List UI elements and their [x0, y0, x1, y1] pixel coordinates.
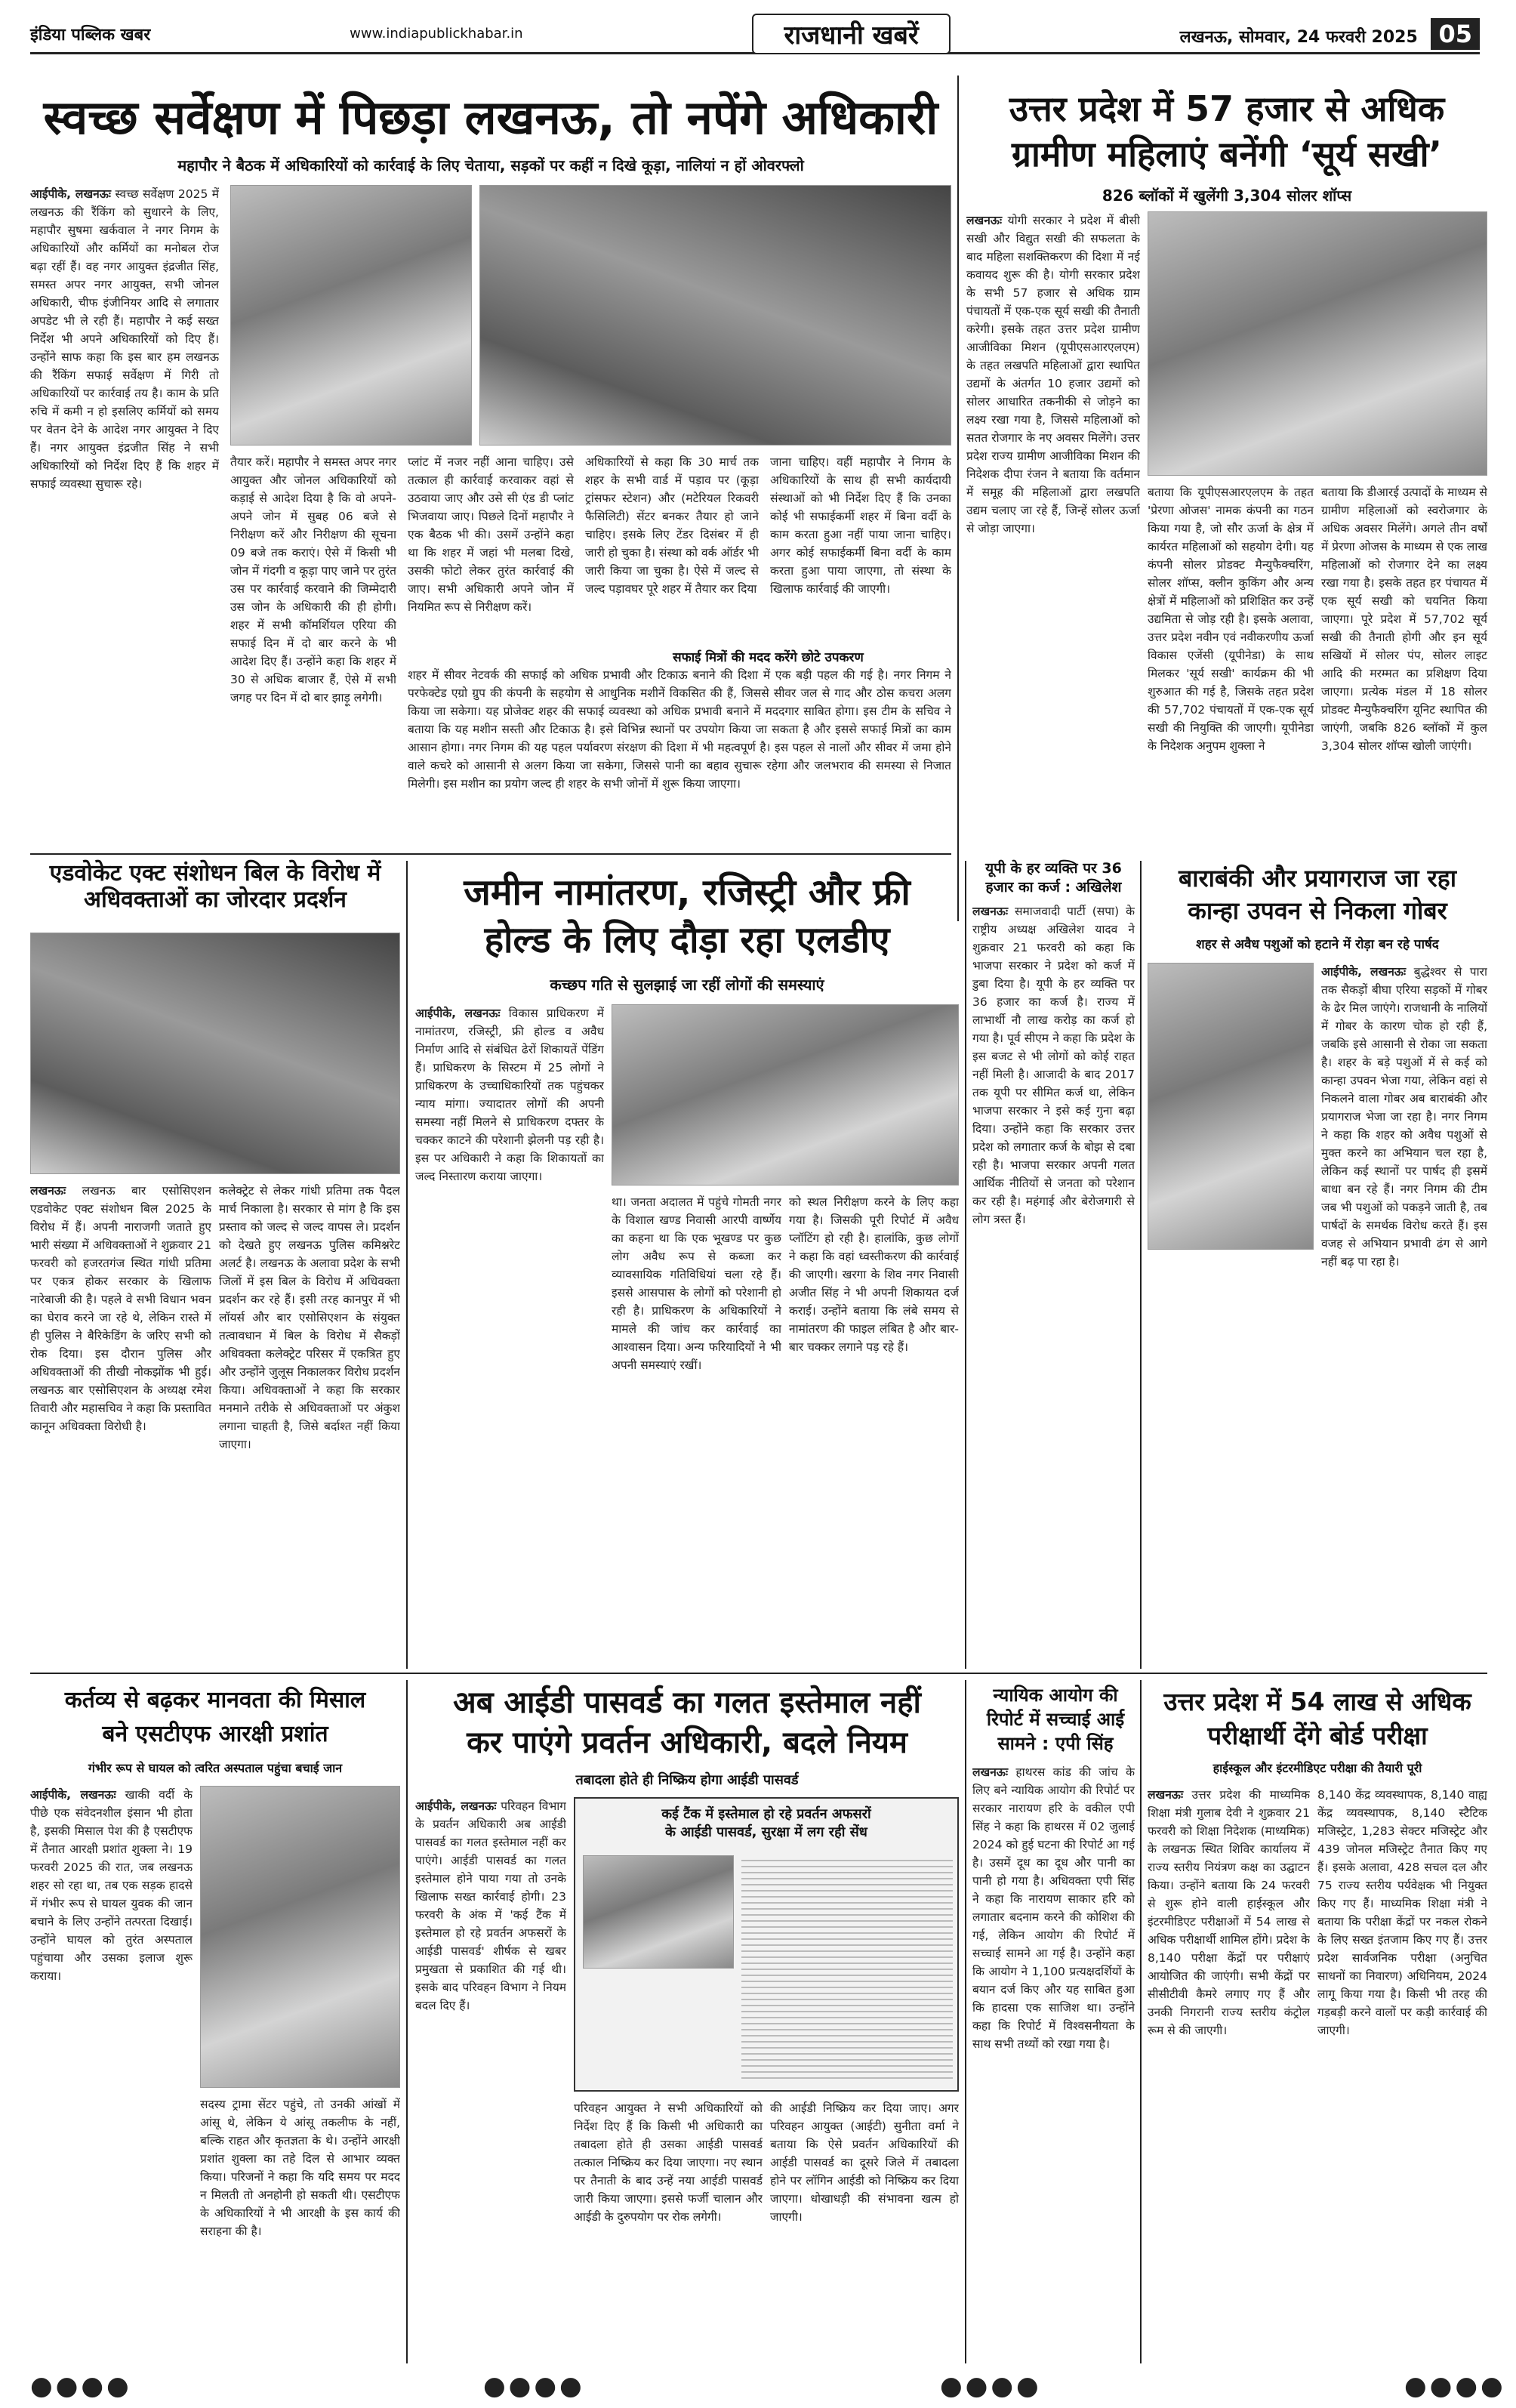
story8-col1: [415, 1797, 566, 2360]
column-rule: [1140, 861, 1142, 1669]
story4-col3: को स्थल निरीक्षण करने के लिए कहा गया है। जिसकी पूरी रिपोर्ट में अवैध प्लॉटिंग हो रही है। हालांकि, कुछ लोगों ने कहा कि वहां ध्वस्तीकरण की कार्रवाई की जाएगी। खरगा के शिव नगर निवासी अजीत सिंह ने भी अपनी शिकायत दर्ज कराई। उन्होंने बताया कि लंबे समय से नामांतरण की फाइल लंबित है और बार-बार चक्कर लगाने पड़ रहे हैं।: [789, 1195, 959, 1355]
story8-deck: तबादला होते ही निष्क्रिय होगा आईडी पासवर्ड: [575, 1772, 799, 1788]
story2-deck: 826 ब्लॉकों में खुलेंगी 3,304 सोलर शॉप्स: [1102, 187, 1352, 205]
column-rule: [406, 1680, 408, 2363]
story10-headline-line2: परीक्षार्थी देंगे बोर्ड परीक्षा: [1207, 1721, 1428, 1750]
story7-headline-line1: कर्तव्य से बढ़कर मानवता की मिसाल: [64, 1687, 366, 1713]
story8-clipping: [574, 1797, 959, 2092]
story4-byline: आईपीके, लखनऊः: [415, 1007, 501, 1020]
story9-headline-line3: सामने : एपी सिंह: [997, 1733, 1114, 1754]
column-rule: [965, 861, 966, 1669]
story4-col1: [415, 1004, 604, 1665]
story4-text1: विकास प्राधिकरण में नामांतरण, रजिस्ट्री, फ्री होल्ड व अवैध निर्माण आदि से संबंधित ढेरों शिकायतें पेंडिंग हैं। प्राधिकरण के सिस्टम में 25 लोगों ने प्राधिकरण के उच्चाधिकारियों तक पहुंचकर न्याय मांगा। ज्यादातर लोगों की अपनी समस्या नहीं मिलने से प्राधिकरण दफ्तर के चक्कर काटने की परेशानी झेलनी पड़ रही है। इस पर अधिकारी ने कहा कि शिकायतों का जल्द निस्तारण कराया जाएगा।: [415, 1007, 604, 1184]
story8-headline-line2: कर पाएंगे प्रवर्तन अधिकारी, बदले नियम: [467, 1725, 907, 1760]
divider: [30, 853, 951, 855]
story1-photo-meeting: [230, 185, 472, 446]
issue-date: [1180, 18, 1480, 50]
story5-headline-line2: हजार का कर्ज : अखिलेश: [985, 879, 1122, 896]
story7-byline: आईपीके, लखनऊः: [30, 1788, 116, 1802]
section-title: राजधानी खबरें: [752, 14, 950, 54]
clipping-photo: [583, 1855, 734, 1969]
story1-col2: तैयार करें। महापौर ने समस्त अपर नगर आयुक्त और जोनल अधिकारियों को कड़ाई से आदेश दिया है कि वो अपने-अपने जोन में सुबह 06 बजे से निरीक्षण करें और निरीक्षण की सूचना 09 बजे तक कराएं। ऐसे में किसी भी जोन में गंदगी व कूड़ा पाए जाने पर तुरंत उस पर कार्रवाई करवाने की जिम्मेदारी उस जोन के अधिकारी की ही होगी। शहर में सभी कॉमर्शियल एरिया की सफाई दिन में दो बार करने के भी आदेश दिए हैं। उन्होंने कहा कि शहर में 30 से अधिक बाजार हैं, ऐसे में सभी जगह पर दिन में दो बार झाड़ू लगेगी।: [230, 455, 396, 705]
clipping-text-lines: [741, 1855, 953, 2082]
story10-deck: हाईस्कूल और इंटरमीडिएट परीक्षा की तैयारी पूरी: [1212, 1761, 1422, 1775]
story6-byline: आईपीके, लखनऊः: [1321, 965, 1407, 979]
story6-text: बुद्धेश्वर से पारा तक सैकड़ों बीघा एरिया सड़कों में गोबर के ढेर मिल जाएंगे। राजधानी के नालियों में गोबर के कारण चोक हो रही हैं, जबकि इसे आसानी से रोका जा सकता है। शहर के बड़े पशुओं में से कई को कान्हा उपवन भेजा गया, लेकिन वहां से निकलने वाला गोबर अब बाराबंकी और प्रयागराज भेजा जा रहा है। नगर निगम ने कहा कि शहर को अवैध पशुओं से मुक्त करने का अभियान चल रहा है, लेकिन कई स्थानों पर पार्षद ही इसमें बाधा बन रहे हैं। नगर निगम की टीम जब भी पशुओं को पकड़ने जाती है, तब पार्षदों के समर्थक विरोध करते हैं। इस वजह से अभियान प्रभावी ढंग से आगे नहीं बढ़ पा रहा है।: [1321, 965, 1487, 1269]
story3-col2: कलेक्ट्रेट से लेकर गांधी प्रतिमा तक पैदल मार्च निकाला है। सरकार से मांग है कि इस प्रस्ताव को जल्द से जल्द वापस ले। प्रदर्शन को देखते हुए लखनऊ पुलिस कमिश्नरेट अलर्ट है। लखनऊ के अलावा प्रदेश के सभी जिलों में इस बिल के विरोध में अधिवक्ता प्रदर्शन कर रहे हैं। इसी तरह कानपुर में भी लॉयर्स और बार एसोसिएशन के संयुक्त तत्वावधान में बिल के विरोध में सैकड़ों अधिवक्ता कलेक्ट्रेट परिसर में एकत्रित हुए और उन्होंने जुलूस निकालकर विरोध प्रदर्शन किया। अधिवक्ताओं ने कहा कि सरकार मनमाने तरीके से अधिवक्ताओं पर अंकुश लगाना चाहती है, जिसे बर्दाश्त नहीं किया जाएगा।: [219, 1184, 400, 1452]
story7-headline-line2: बने एसटीएफ आरक्षी प्रशांत: [102, 1721, 328, 1747]
story2-photo-women: [1148, 211, 1487, 476]
page-number: 05: [1431, 18, 1480, 50]
story3-text1: लखनऊ बार एसोसिएशन एडवोकेट एक्ट संशोधन बिल 2025 के विरोध में हैं। अपनी नाराजगी जताते हुए भारी संख्या में अधिवक्ताओं ने शुक्रवार 21 फरवरी को हजरतगंज स्थित गांधी प्रतिमा पर एकत्र होकर सरकार के खिलाफ नारेबाजी की है। पहले वे सभी विधान भवन का घेराव करने जा रहे थे, लेकिन रास्ते में ही पुलिस ने बैरिकेडिंग के जरिए सभी को रोक दिया। इस दौरान पुलिस और अधिवक्ताओं की तीखी नोकझोंक भी हुई। लखनऊ बार एसोसिएशन के अध्यक्ष रमेश तिवारी और महासचिव ने कहा कि प्रस्तावित कानून अधिवक्ता विरोधी है।: [30, 1184, 211, 1434]
story10-byline: लखनऊः: [1148, 1788, 1184, 1802]
story2-text1: योगी सरकार ने प्रदेश में बीसी सखी और विद्युत सखी की सफलता के बाद महिला सशक्तिकरण की दिशा में नई कवायद शुरू की है। योगी सरकार प्रदेश के सभी 57 हजार से अधिक ग्राम पंचायतों में एक-एक सूर्य सखी की तैनाती करेगी। इसके तहत उत्तर प्रदेश ग्रामीण आजीविका मिशन (यूपीएसआरएलएम) के तहत लखपति महिलाओं द्वारा स्थापित उद्यमों के अंतर्गत 10 हजार उद्यमों को सोलर आधारित तकनीकी से जोड़ने का लक्ष्य रखा गया है, जिससे महिलाओं को सतत रोजगार के नए अवसर मिलेंगे। उत्तर प्रदेश राज्य ग्रामीण आजीविका मिशन की निदेशक दीपा रंजन ने बताया कि वर्तमान में समूह की महिलाओं द्वारा लखपति उद्यम चलाए जा रहे हैं, जिन्हें सोलर ऊर्जा से जोड़ा जाएगा।: [966, 214, 1140, 536]
story10-col2: 8,140 केंद्र व्यवस्थापक, 8,140 वाह्य केंद्र व्यवस्थापक, 8,140 स्टैटिक मजिस्ट्रेट, 1,283 सेक्टर मजिस्ट्रेट और 439 जोनल मजिस्ट्रेट तैनात किए गए हैं। इसके अलावा, 428 सचल दल और 75 राज्य स्तरीय पर्यवेक्षक भी नियुक्त किए गए हैं। माध्यमिक शिक्षा मंत्री ने बताया कि परीक्षा केंद्रों पर नकल रोकने के लिए सख्त इंतजाम किए गए हैं। उत्तर प्रदेश सार्वजनिक परीक्षा (अनुचित साधनों का निवारण) अधिनियम, 2024 लागू किया गया है। किसी भी तरह की गड़बड़ी करने वालों पर कड़ी कार्रवाई की जाएगी।: [1317, 1788, 1487, 2038]
story7-deck: गंभीर रूप से घायल को त्वरित अस्पताल पहुंचा बचाई जान: [88, 1761, 343, 1775]
story9-text: हाथरस कांड की जांच के लिए बने न्यायिक आयोग की रिपोर्ट पर सरकार नारायण हरि के वकील एपी सिंह ने कहा कि हाथरस में 02 जुलाई 2024 को हुई घटना की रिपोर्ट आ गई है। उसमें दूध का दूध और पानी का पानी हो गया है। अधिवक्ता एपी सिंह ने कहा कि नारायण साकार हरि को लगातार बदनाम करने की कोशिश की गई, लेकिन आयोग की रिपोर्ट में सच्चाई सामने आ गई है। उन्होंने कहा कि आयोग ने 1,100 प्रत्यक्षदर्शियों के बयान दर्ज किए और यह साबित हुआ कि हादसा एक साजिश था। उन्होंने कहा कि रिपोर्ट में विश्वसनीयता के साथ सभी तथ्यों को रखा गया है।: [972, 1765, 1135, 2052]
story1-headline: स्वच्छ सर्वेक्षण में पिछड़ा लखनऊ, तो नपेंगे अधिकारी: [43, 91, 938, 145]
story2-headline-line1: उत्तर प्रदेश में 57 हजार से अधिक: [1009, 88, 1445, 129]
story4-headline-line1: जमीन नामांतरण, रजिस्ट्री और फ्री: [464, 871, 911, 914]
paper-name: इंडिया पब्लिक खबर: [30, 25, 151, 45]
story2-col3: बताया कि डीआरई उत्पादों के माध्यम से ग्रामीण महिलाओं को स्वरोजगार के अधिक अवसर मिलेंगे। अगले तीन वर्षों में प्रेरणा ओजस के माध्यम से एक लाख महिलाओं को रोजगार देने का लक्ष्य रखा गया है। इसके तहत हर पंचायत में एक सूर्य सखी को चयनित किया जाएगा। पूरे प्रदेश में 57,702 सूर्य सखी की तैनाती होगी और इन सूर्य सखियों में सोलर पंप, सोलर लाइट आदि की मरम्मत का प्रशिक्षण दिया जाएगा। प्रत्येक मंडल में 18 सोलर प्रोडक्ट मैन्युफैक्चरिंग यूनिट स्थापित की जाएंगी, जबकि 826 ब्लॉकों में कुल 3,304 सोलर शॉप्स खोली जाएंगी।: [1321, 486, 1487, 754]
story10-col1: [1148, 1786, 1310, 2360]
story9-byline: लखनऊः: [972, 1765, 1009, 1779]
column-rule: [406, 861, 408, 1669]
story4-headline-line2: होल्ड के लिए दौड़ा रहा एलडीए: [484, 919, 890, 961]
story8-col3: की आईडी निष्क्रिय कर दिया जाए। अगर परिवहन आयुक्त (आईटी) सुनीता वर्मा ने बताया कि ऐसे प्रवर्तन अधिकारियों की आईडी पासवर्ड का दूसरे जिले में तबादला होने पर लॉगिन आईडी को निष्क्रिय कर दिया जाएगा। धोखाधड़ी की संभावना खत्म हो जाएगी।: [770, 2101, 959, 2225]
story1-text1: स्वच्छ सर्वेक्षण 2025 में लखनऊ की रैंकिंग को सुधारने के लिए, महापौर सुषमा खर्कवाल ने नगर निगम के अधिकारियों और कर्मियों का मनोबल रोज बढ़ा रहीं हैं। वह नगर आयुक्त इंद्रजीत सिंह, समस्त अपर नगर आयुक्त, सभी जोनल अधिकारी, चीफ इंजीनियर आदि से लगातार अपडेट भी ले रही हैं। महापौर ने कई सख्त निर्देश भी अपने अधिकारियों को दिए हैं। उन्होंने साफ कहा कि इस बार हम लखनऊ की रैंकिंग सफाई सर्वेक्षण में गिरी तो अधिकारियों पर कार्रवाई तय है। काम के प्रति रुचि में कमी न हो इसलिए कर्मियों को समय पर वेतन देने के आदेश नगर आयुक्त ने दिए हैं। नगर आयुक्त इंद्रजीत सिंह ने सभी अधिकारियों को निर्देश दिए हैं कि शहर में सफाई व्यवस्था सुचारू रहे।: [30, 187, 219, 492]
story1-col5: जाना चाहिए। वहीं महापौर ने निगम के अधिकारियों के साथ ही सभी कार्यदायी संस्थाओं को भी निर्देश दिए हैं कि उनका कोई भी सफाईकर्मी शहर में बिना वर्दी के काम करता हुआ नहीं पाया जाना चाहिए। अगर कोई सफाईकर्मी बिना वर्दी के काम करता हुआ पाया जाएगा, तो संस्था के खिलाफ कार्रवाई की जाएगी।: [770, 455, 951, 597]
story7-text1: खाकी वर्दी के पीछे एक संवेदनशील इंसान भी होता है, इसकी मिसाल पेश की है एसटीएफ में तैनात आरक्षी प्रशांत शुक्ला ने। 19 फरवरी 2025 की रात, जब लखनऊ शहर सो रहा था, तब एक सड़क हादसे में गंभीर रूप से घायल युवक की जान बचाने के लिए उन्होंने तत्परता दिखाई। उन्होंने घायल को तुरंत अस्पताल पहुंचाया और उसका इलाज शुरू कराया।: [30, 1788, 193, 1984]
story2-headline-line2: ग्रामीण महिलाएं बनेंगी ‘सूर्य सखी’: [1012, 134, 1442, 174]
story9-body: [972, 1763, 1135, 2360]
story5-byline: लखनऊः: [972, 905, 1009, 918]
story5-headline-line1: यूपी के हर व्यक्ति पर 36: [985, 860, 1122, 877]
story7-photo-constable: [200, 1786, 400, 2088]
story10-headline-line1: उत्तर प्रदेश में 54 लाख से अधिक: [1163, 1687, 1471, 1716]
clipping-title-line2: के आईडी पासवर्ड, सुरक्षा में लग रही सेंध: [665, 1824, 867, 1840]
story3-byline: लखनऊः: [30, 1184, 66, 1198]
story3-photo-protest: [30, 933, 400, 1174]
story7-col2: सदस्य ट्रामा सेंटर पहुंचे, तो उनकी आंखों में आंसू थे, लेकिन ये आंसू तकलीफ के नहीं, बल्कि राहत और कृतज्ञता के थे। उन्होंने आरक्षी प्रशांत शुक्ला का तहे दिल से आभार व्यक्त किया। परिजनों ने कहा कि यदि समय पर मदद न मिलती तो अनहोनी हो सकती थी। एसटीएफ के अधिकारियों ने भी आरक्षी के इस कार्य की सराहना की है।: [200, 2098, 400, 2239]
story6-photo-cow: [1148, 963, 1314, 1250]
story3-headline: एडवोकेट एक्ट संशोधन बिल के विरोध में अधिवक्ताओं का जोरदार प्रदर्शन: [49, 860, 381, 913]
story3-col1: [30, 1182, 211, 1665]
story2-col2: बताया कि यूपीएसआरएलएम के तहत 'प्रेरणा ओजस' नामक कंपनी का गठन किया गया है, जो सौर ऊर्जा के क्षेत्र में कार्यरत महिलाओं को सहयोग देगी। यह कंपनी सोलर प्रोडक्ट मैन्युफैक्चरिंग, सोलर शॉप्स, क्लीन कुकिंग और अन्य क्षेत्रों में महिलाओं को प्रशिक्षित कर उन्हें उद्यमिता से जोड़ रही है। इसके अलावा, उत्तर प्रदेश नवीन एवं नवीकरणीय ऊर्जा विकास एजेंसी (यूपीनेडा) के साथ मिलकर 'सूर्य सखी' कार्यक्रम की भी शुरुआत की गई है, जिसके तहत प्रदेश की 57,702 पंचायतों में एक-एक सूर्य सखी की नियुक्ति की जाएगी। यूपीनेडा के निदेशक अनुपम शुक्ला ने: [1148, 486, 1314, 754]
story8-col2: परिवहन आयुक्त ने सभी अधिकारियों को निर्देश दिए हैं कि किसी भी अधिकारी का तबादला होते ही उसका आईडी पासवर्ड तत्काल निष्क्रिय कर दिया जाएगा। नए स्थान पर तैनाती के बाद उन्हें नया आईडी पासवर्ड जारी किया जाएगा। इससे फर्जी चालान और आईडी के दुरुपयोग पर रोक लगेगी।: [574, 2101, 763, 2225]
story1-col3: प्लांट में नजर नहीं आना चाहिए। उसे तत्काल ही कार्रवाई करवाकर वहां से उठवाया जाए और उसे सी एंड डी प्लांट भिजवाया जाए। पिछले दिनों महापौर ने एक बैठक भी की। उसमें उन्होंने कहा था कि शहर में जहां भी मलबा दिखे, उसकी फोटो लेकर तुरंत कार्रवाई की जाए। सभी अधिकारी अपने जोन में नियमित रूप से निरीक्षण करें।: [408, 455, 574, 615]
divider: [30, 1673, 1487, 1674]
story6-headline-line1: बाराबंकी और प्रयागराज जा रहा: [1178, 864, 1457, 893]
footer-ornament-left: ●●●●: [30, 2371, 132, 2401]
story4-deck: कच्छप गति से सुलझाई जा रहीं लोगों की समस्याएं: [550, 976, 824, 994]
story9-headline-line1: न्यायिक आयोग की: [993, 1685, 1118, 1706]
story8-byline: आईपीके, लखनऊः: [415, 1799, 497, 1813]
site-url[interactable]: www.indiapublickhabar.in: [350, 26, 523, 42]
clipping-title-line1: कई टैंक में इस्तेमाल हो रहे प्रवर्तन अफसरों: [661, 1806, 871, 1822]
story8-headline-line1: अब आईडी पासवर्ड का गलत इस्तेमाल नहीं: [453, 1685, 921, 1720]
story1-box-title: सफाई मित्रों की मदद करेंगे छोटे उपकरण: [673, 650, 864, 665]
story1-byline: आईपीके, लखनऊः: [30, 187, 112, 201]
story10-text1: उत्तर प्रदेश की माध्यमिक शिक्षा मंत्री गुलाब देवी ने शुक्रवार 21 फरवरी को शिक्षा निदेशक (माध्यमिक) के लखनऊ स्थित शिविर कार्यालय में राज्य स्तरीय नियंत्रण कक्ष का उद्घाटन किया। उन्होंने बताया कि 24 फरवरी से शुरू होने वाली हाईस्कूल और इंटरमीडिएट परीक्षाओं में 54 लाख से अधिक परीक्षार्थी शामिल होंगे। प्रदेश के 8,140 परीक्षा केंद्रों पर परीक्षाएं आयोजित की जाएंगी। सभी केंद्रों पर सीसीटीवी कैमरे लगाए गए हैं और उनकी निगरानी राज्य स्तरीय कंट्रोल रूम से की जाएगी।: [1148, 1788, 1310, 2038]
column-rule: [957, 76, 959, 921]
story1-photo-bins: [479, 185, 951, 446]
story6-headline-line2: कान्हा उपवन से निकला गोबर: [1188, 896, 1447, 925]
footer-ornament-right: ●●●●: [940, 2371, 1042, 2401]
story5-body: [972, 902, 1135, 1665]
story1-box-text: शहर में सीवर नेटवर्क की सफाई को अधिक प्रभावी और टिकाऊ बनाने की दिशा में एक बड़ी पहल की गई है। नगर निगम ने परफेक्टेड एग्रो ग्रुप की कंपनी के सहयोग से आधुनिक मशीनें विकसित की हैं, जिससे सीवर जल से गाद और ठोस कचरा अलग किया जा सकेगा। यह प्रोजेक्ट शहर की सफाई व्यवस्था को अधिक प्रभावी बनाने में मददगार साबित होगा। इस टीम के सचिव ने बताया कि यह मशीन सस्ती और टिकाऊ है। इसे विभिन्न स्थानों पर उपयोग किया जा सकता है और इससे सफाई मित्रों का काम आसान होगा। नगर निगम की यह पहल पर्यावरण संरक्षण की दिशा में भी महत्वपूर्ण है। इस पहल से नालों और सीवर में जमा होने वाले कचरे को आसानी से अलग किया जा सकेगा, जिससे पानी का बहाव सुचारू रहेगा और जलभराव की समस्या से निजात मिलेगी। इस मशीन का प्रयोग जल्द ही शहर के सभी जोनों में शुरू किया जाएगा।: [408, 668, 951, 791]
story6-deck: शहर से अवैध पशुओं को हटाने में रोड़ा बन रहे पार्षद: [1196, 937, 1439, 952]
story2-col1: [966, 211, 1140, 914]
footer-ornament-far-right: ●●●●: [1404, 2371, 1506, 2401]
story6-body: [1321, 963, 1487, 1665]
story4-col2: था। जनता अदालत में पहुंचे गोमती नगर के विशाल खण्ड निवासी आरपी वार्ष्णेय का कहना था कि एक भूखण्ड पर कुछ लोग अवैध रूप से कब्जा कर व्यावसायिक गतिविधियां चला रहे हैं। इससे आसपास के लोगों को परेशानी हो रही है। प्राधिकरण के अधिकारियों ने मामले की जांच कर कार्रवाई का आश्वासन दिया। अन्य फरियादियों ने भी अपनी समस्याएं रखीं।: [612, 1195, 781, 1373]
story8-text1: परिवहन विभाग के प्रवर्तन अधिकारी अब आईडी पासवर्ड का गलत इस्तेमाल नहीं कर पाएंगे। आईडी पासवर्ड का गलत इस्तेमाल होने पाया गया तो उनके खिलाफ सख्त कार्रवाई होगी। 23 फरवरी के अंक में 'कई टैंक में इस्तेमाल हो रहे प्रवर्तन अफसरों के आईडी पासवर्ड' शीर्षक से खबर प्रमुखता से प्रकाशित की गई थी। इसके बाद परिवहन विभाग ने नियम बदल दिए हैं।: [415, 1799, 566, 2013]
story2-byline: लखनऊः: [966, 214, 1003, 227]
story1-deck: महापौर ने बैठक में अधिकारियों को कार्रवाई के लिए चेताया, सड़कों पर कहीं न दिखे कूड़ा, नालियां न हों ओवरफ्लो: [177, 156, 804, 174]
story7-col1: [30, 1786, 193, 2360]
masthead: [30, 15, 1480, 54]
footer-ornament-mid: ●●●●: [483, 2371, 585, 2401]
column-rule: [1140, 1680, 1142, 2363]
story1-col4: अधिकारियों से कहा कि 30 मार्च तक शहर के सभी वार्ड में पड़ाव पर (कूड़ा ट्रांसफर स्टेशन) और (मटेरियल रिकवरी फैसिलिटी) सेंटर बनकर तैयार हो जाने चाहिए। इसके लिए टेंडर दिसंबर में ही जारी हो चुका है। संस्था को वर्क ऑर्डर भी जारी किया जा चुका है। ऐसे में जल्द से जल्द पड़ावघर पूरे शहर में तैयार कर दिया: [585, 455, 759, 597]
story5-text: समाजवादी पार्टी (सपा) के राष्ट्रीय अध्यक्ष अखिलेश यादव ने शुक्रवार 21 फरवरी को कहा कि भाजपा सरकार ने प्रदेश को कर्ज में डुबा दिया है। यूपी के हर व्यक्ति पर 36 हजार का कर्ज है। राज्य में लाभार्थी नौ लाख करोड़ का कर्ज हो गया है। पूर्व सीएम ने कहा कि प्रदेश के इस बजट से भी लोगों को कोई राहत नहीं मिली है। आजादी के बाद 2017 तक यूपी पर सीमित कर्ज था, लेकिन भाजपा सरकार ने इसे कई गुना बढ़ा दिया। उन्होंने कहा कि सरकार उत्तर प्रदेश को लगातार कर्ज के बोझ से दबा रही है। भाजपा सरकार अपनी गलत आर्थिक नीतियों से जनता को परेशान कर रही है। महंगाई और बेरोजगारी से लोग त्रस्त हैं।: [972, 905, 1135, 1227]
date-text: लखनऊ, सोमवार, 24 फरवरी 2025: [1179, 27, 1418, 47]
story9-headline-line2: रिपोर्ट में सच्चाई आई: [986, 1709, 1125, 1730]
column-rule: [965, 1680, 966, 2363]
story4-photo-office: [612, 1004, 959, 1186]
story1-col1: [30, 185, 219, 838]
